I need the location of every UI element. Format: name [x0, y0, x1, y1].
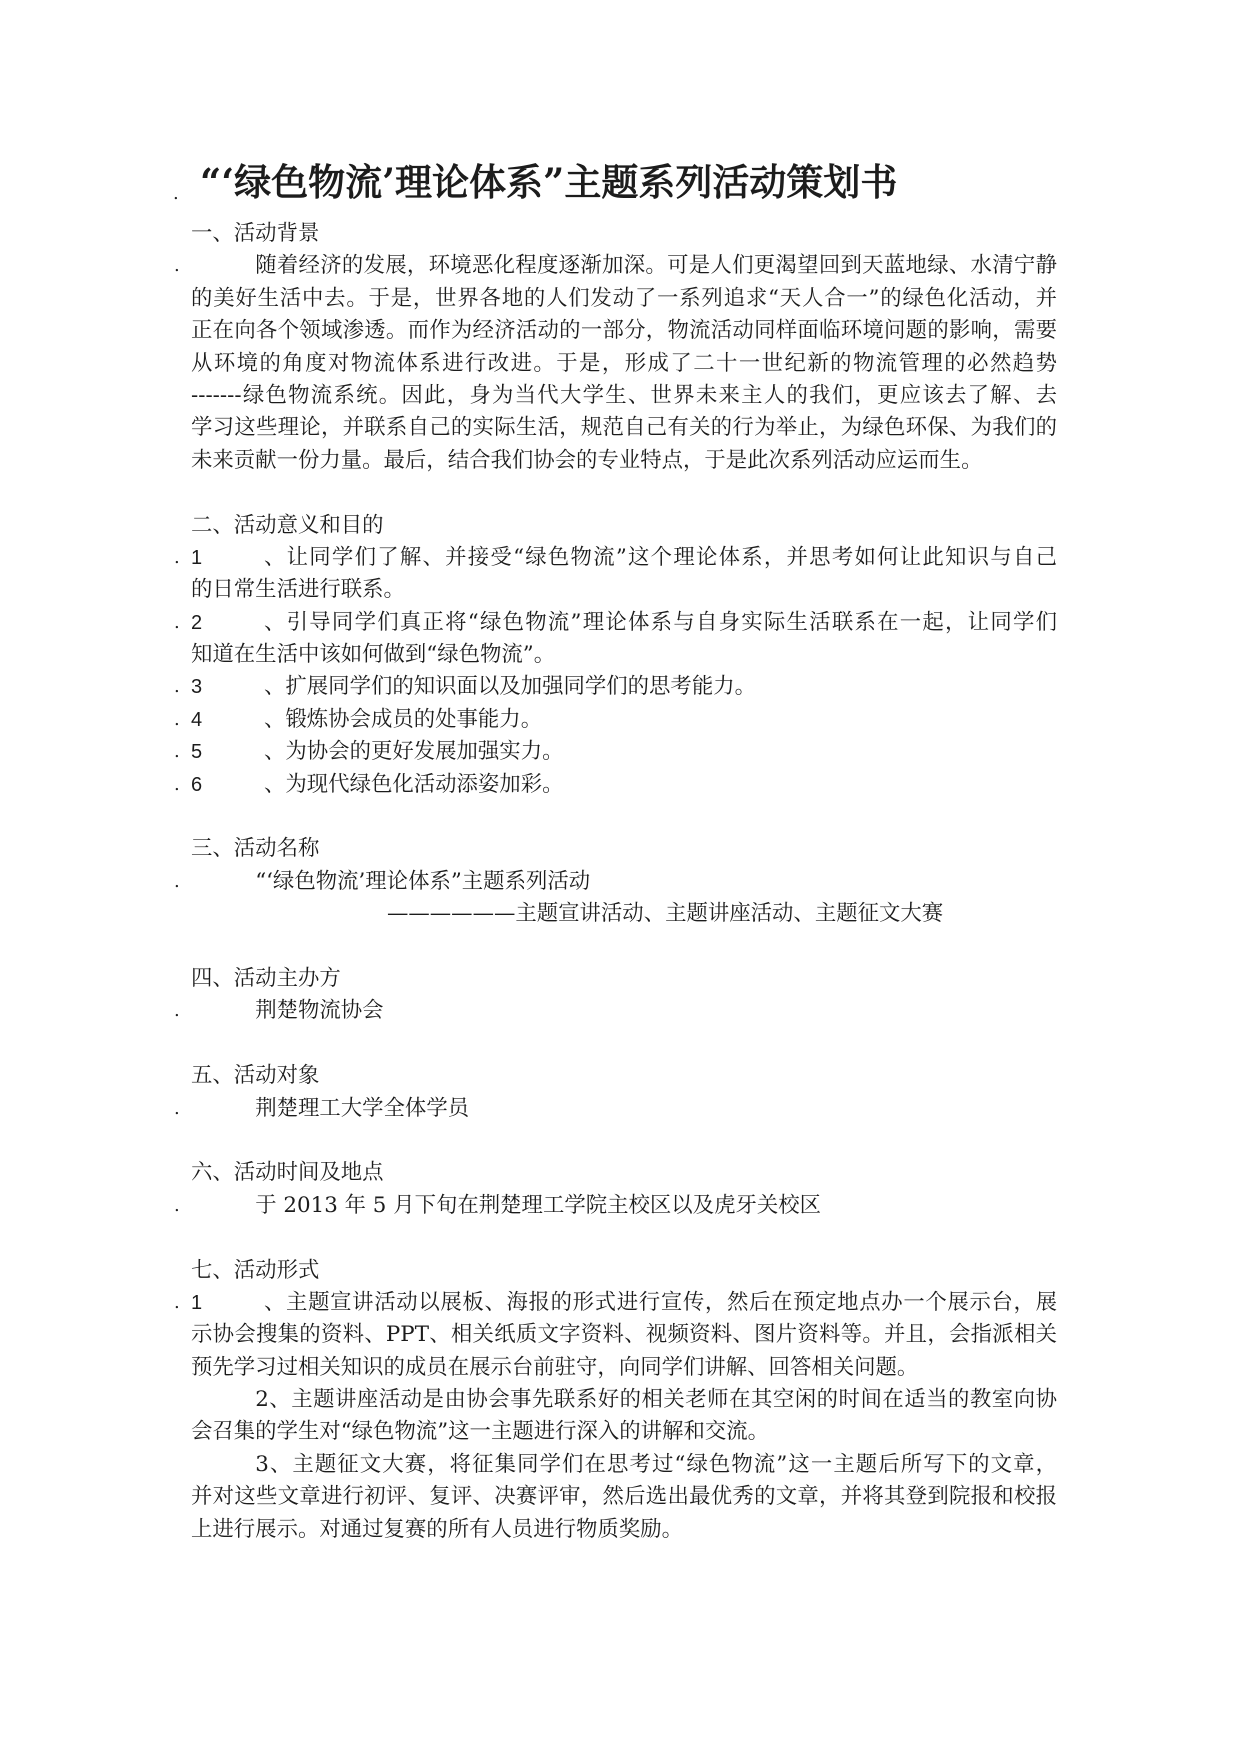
list-item-text: 、为协会的更好发展加强实力。: [264, 739, 564, 765]
list-number: 4: [191, 708, 203, 731]
format-paragraph-3-line: 上进行展示。对通过复赛的所有人员进行物质奖励。: [191, 1516, 683, 1542]
purpose-list-item: [174, 542, 1057, 574]
list-number: 1: [191, 546, 203, 569]
format-paragraph-3-line: 3、主题征文大赛，将征集同学们在思考过“绿色物流”这一主题后所写下的文章，: [255, 1451, 1057, 1477]
list-item-text: 、让同学们了解、并接受“绿色物流”这个理论体系，并思考如何让此知识与自己: [264, 544, 1057, 570]
paragraph-mark: .: [174, 773, 180, 795]
list-number: 6: [191, 773, 203, 796]
list-item-continuation: 知道在生活中该如何做到“绿色物流”。: [191, 642, 556, 668]
background-line: -------绿色物流系统。因此，身为当代大学生、世界未来主人的我们，更应该去了解、去: [191, 382, 1057, 408]
list-item-continuation: 示协会搜集的资料、PPT、相关纸质文字资料、视频资料、图片资料等。并且，会指派相关: [191, 1322, 1057, 1348]
background-line: 的美好生活中去。于是，世界各地的人们发动了一系列追求“天人合一”的绿色化活动，并: [191, 285, 1057, 311]
activity-subtitle-line: ——————主题宣讲活动、主题讲座活动、主题征文大赛: [387, 901, 944, 927]
list-number: 3: [191, 676, 203, 699]
organizer-line: [174, 995, 1057, 1027]
paragraph-mark: .: [174, 708, 180, 730]
time-place-text: 于 2013 年 5 月下旬在荆楚理工学院主校区以及虎牙关校区: [255, 1192, 822, 1218]
list-item-continuation: 的日常生活进行联系。: [191, 577, 405, 603]
activity-name-line: [174, 866, 1057, 898]
list-item-text: 、锻炼协会成员的处事能力。: [264, 706, 543, 732]
paragraph-mark: .: [174, 741, 180, 763]
list-item-continuation: 预先学习过相关知识的成员在展示台前驻守，向同学们讲解、回答相关问题。: [191, 1354, 919, 1380]
list-item-text: 、为现代绿色化活动添姿加彩。: [264, 771, 564, 797]
background-line-text: 随着经济的发展，环境恶化程度逐渐加深。可是人们更渴望回到天蓝地绿、水清宁静: [255, 253, 1057, 279]
format-paragraph-2-line: 2、主题讲座活动是由协会事先联系好的相关老师在其空闲的时间在适当的教室向协: [255, 1387, 1057, 1413]
purpose-list-item: [174, 607, 1057, 639]
list-item-text: 、引导同学们真正将“绿色物流”理论体系与自身实际生活联系在一起，让同学们: [264, 609, 1057, 635]
blank-line: [191, 1125, 1057, 1157]
list-number: 2: [191, 611, 203, 634]
paragraph-mark: .: [174, 1291, 180, 1313]
paragraph-mark: .: [174, 1194, 180, 1216]
paragraph-mark: .: [174, 676, 180, 698]
paragraph-mark: .: [173, 183, 179, 204]
background-line: 正在向各个领域渗透。而作为经济活动的一部分，物流活动同样面临环境问题的影响，需要: [191, 318, 1057, 344]
blank-line: [191, 931, 1057, 963]
purpose-list-item: [174, 671, 1057, 703]
document-body: [174, 218, 1057, 1546]
time-place-line: [174, 1190, 1057, 1222]
audience-line: [174, 1093, 1057, 1125]
background-line: [174, 250, 1057, 282]
purpose-list-item: [174, 769, 1057, 801]
blank-line: [191, 801, 1057, 833]
document-title: “‘绿色物流’理论体系”主题系列活动策划书: [200, 160, 898, 204]
paragraph-mark: .: [174, 870, 180, 892]
list-item-text: 、主题宣讲活动以展板、海报的形式进行宣传，然后在预定地点办一个展示台，展: [264, 1289, 1057, 1315]
section-heading-activity-name: 三、活动名称: [191, 836, 320, 862]
list-number: 1: [191, 1291, 203, 1314]
paragraph-mark: .: [174, 1000, 180, 1022]
paragraph-mark: .: [174, 611, 180, 633]
purpose-list-item: [174, 736, 1057, 768]
section-heading-time-place: 六、活动时间及地点: [191, 1160, 384, 1186]
section-heading-purpose: 二、活动意义和目的: [191, 512, 384, 538]
section-heading-background: 一、活动背景: [191, 221, 320, 246]
background-line: 未来贡献一份力量。最后，结合我们协会的专业特点，于是此次系列活动应运而生。: [191, 447, 983, 473]
paragraph-mark: .: [174, 255, 180, 277]
section-heading-audience: 五、活动对象: [191, 1063, 320, 1089]
section-heading-organizer: 四、活动主办方: [191, 965, 341, 991]
format-paragraph-3-line: 并对这些文章进行初评、复评、决赛评审，然后选出最优秀的文章，并将其登到院报和校报: [191, 1484, 1057, 1510]
format-paragraph-2-line: 会召集的学生对“绿色物流”这一主题进行深入的讲解和交流。: [191, 1419, 770, 1445]
section-heading-format: 七、活动形式: [191, 1257, 320, 1283]
blank-line: [191, 1222, 1057, 1254]
blank-line: [191, 477, 1057, 509]
format-list-item: [174, 1287, 1057, 1319]
activity-name-text: “‘绿色物流’理论体系”主题系列活动: [255, 868, 591, 894]
paragraph-mark: .: [174, 546, 180, 568]
background-line: 学习这些理论，并联系自己的实际生活，规范自己有关的行为举止，为绿色环保、为我们的: [191, 415, 1057, 441]
background-line: 从环境的角度对物流体系进行改进。于是，形成了二十一世纪新的物流管理的必然趋势: [191, 350, 1057, 376]
audience-text: 荆楚理工大学全体学员: [255, 1095, 470, 1121]
blank-line: [191, 1028, 1057, 1060]
list-item-text: 、扩展同学们的知识面以及加强同学们的思考能力。: [264, 674, 756, 700]
list-number: 5: [191, 741, 203, 764]
purpose-list-item: [174, 704, 1057, 736]
organizer-text: 荆楚物流协会: [255, 998, 384, 1024]
paragraph-mark: .: [174, 1097, 180, 1119]
